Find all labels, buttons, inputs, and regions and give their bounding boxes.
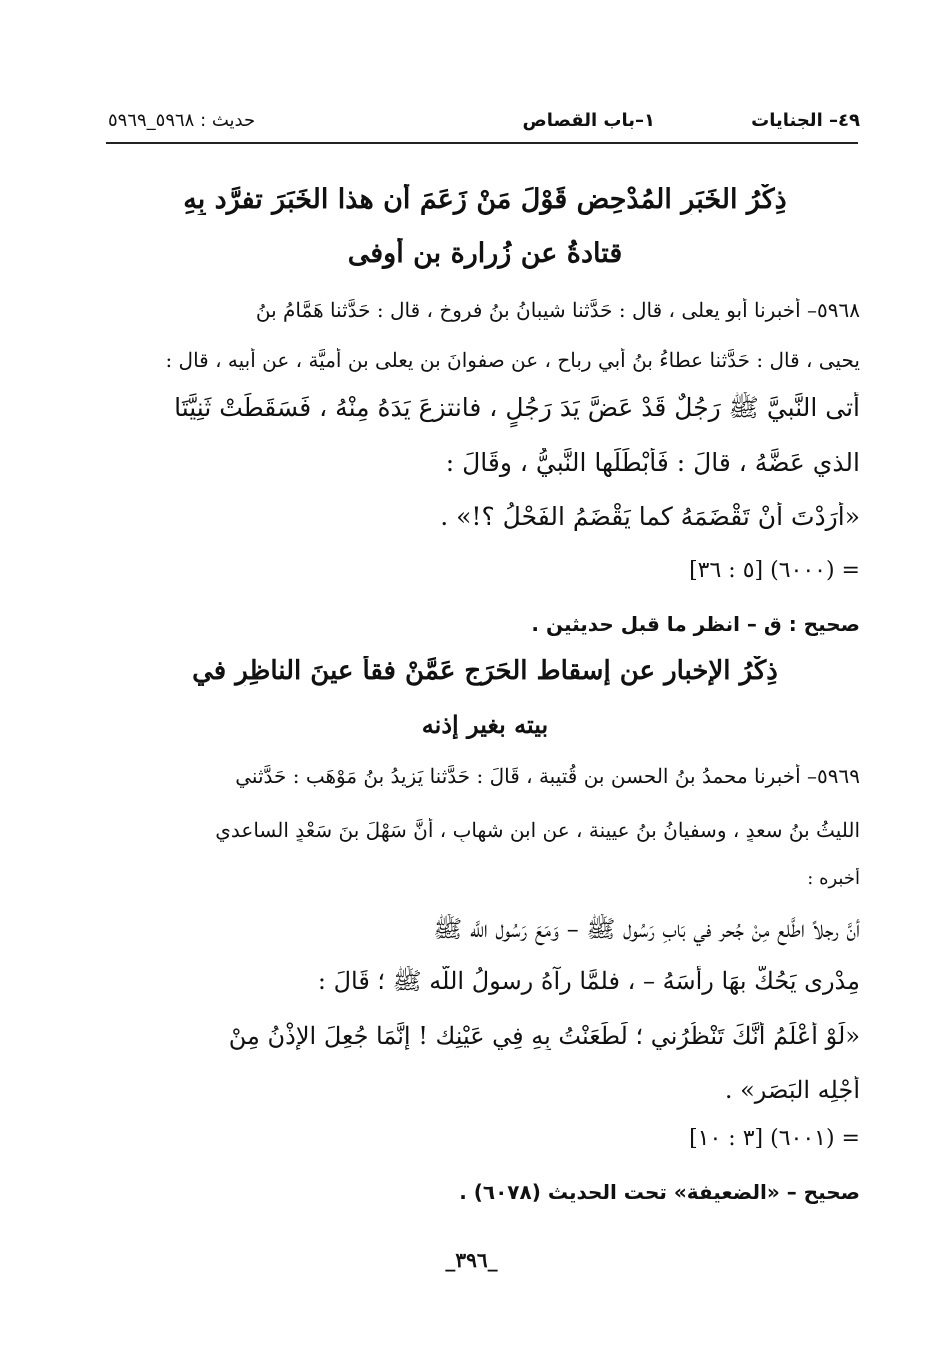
section1-title-line2: قتادةُ عن زُرارة بن أوفى (347, 238, 623, 269)
section1-title-line1: ذِكْرُ الخَبَرِ المُدْحِضِ قَوْلَ مَنْ زَعَمَ أن هذا الخَبَرَ تفرَّد بِهِ (183, 184, 787, 215)
hadith-5968-matn-line3: «أَرَدْتَ أَنْ تَقْضَمَهُ كما يَقْضَمُ الفَحْلُ ؟!» . (440, 502, 860, 531)
hadith-5968-isnad-line2: يحيى ، قال : حَدَّثنا عطاءُ بنُ أبي رباح ، عن صفوانَ بن يعلى بن أميَّة ، عن أبيه ، قال : (165, 348, 860, 372)
hadith-5969-matn-line4: أَجْلِه البَصَرِ» . (724, 1076, 860, 1104)
section2-title-line1: ذِكْرُ الإِخبار عن إسقاط الحَرَجِ عَمَّنْ فقأ عينَ الناظِرِ في (192, 656, 778, 686)
hadith-5968-grade: صحيح : ق – انظر ما قبل حديثين . (531, 612, 860, 636)
header-rule (106, 142, 858, 144)
hadith-5969-matn-line1: أنَّ رجلاً اطَّلع مِنْ جُحر في بَابِ رَسُول ﷺ – وَمَعَ رَسُول اللَّه ﷺ (433, 915, 860, 943)
hadith-5969-matn-line3: «لَوْ أَعْلَمُ أَنَّكَ تَنْظُرُني ؛ لَطَعَنْتُ بِهِ فِي عَيْنِك ! إِنَّمَا جُعِلَ الإِذْنُ مِنْ (228, 1022, 860, 1050)
header-book: ٤٩– الجنايات (751, 110, 860, 131)
hadith-5969-reference: = (٦٠٠١) [٣ : ١٠] (689, 1126, 860, 1151)
hadith-5969-isnad-line1: ٥٩٦٩– أخبرنا محمدُ بنُ الحسن بن قُتيبة ، قَالَ : حَدَّثنا يَزيدُ بنُ مَوْهَب : حَدَّثني (235, 764, 860, 788)
hadith-5969-isnad-line3: أخبره : (807, 868, 860, 889)
section2-title-line2: بيته بغير إذنه (421, 710, 549, 739)
header-hadith-range: حديث : ٥٩٦٨_٥٩٦٩ (108, 110, 256, 131)
hadith-5969-grade: صحيح – «الضعيفة» تحت الحديث (٦٠٧٨) . (459, 1180, 860, 1204)
hadith-5968-isnad-line1: ٥٩٦٨– أخبرنا أبو يعلى ، قال : حَدَّثنا شيبانُ بنُ فروخ ، قال : حَدَّثنا هَمَّامُ بنُ (255, 298, 860, 322)
hadith-5969-matn-line2: مِدْرى يَحُكُّ بهَا رأسَهُ – ، فلمَّا رآهُ رسولُ اللَّه ﷺ ؛ قَالَ : (317, 967, 860, 995)
page-number: _٣٩٦_ (445, 1248, 498, 1272)
hadith-5969-isnad-line2: الليثُ بنُ سعدٍ ، وسفيانُ بنُ عيينة ، عن ابنِ شهابٍ ، أَنَّ سَهْلَ بنَ سَعْدٍ الساعدي (215, 818, 860, 842)
running-header (108, 104, 860, 138)
hadith-5968-matn-line2: الذي عَضَّهُ ، قالَ : فَأَبْطَلَها النَّبيُّ ، وقَالَ : (445, 448, 860, 477)
hadith-5968-matn-line1: أتى النَّبيَّ ﷺ رَجُلٌ قَدْ عَضَّ يَدَ رَجُلٍ ، فانتزعَ يَدَهُ مِنْهُ ، فَسَقَطَتْ ثَنِيَّتَا (174, 393, 860, 422)
header-chapter: ١–باب القصاص (522, 110, 655, 131)
hadith-5968-reference: = (٦٠٠٠) [٥ : ٣٦] (689, 558, 860, 583)
